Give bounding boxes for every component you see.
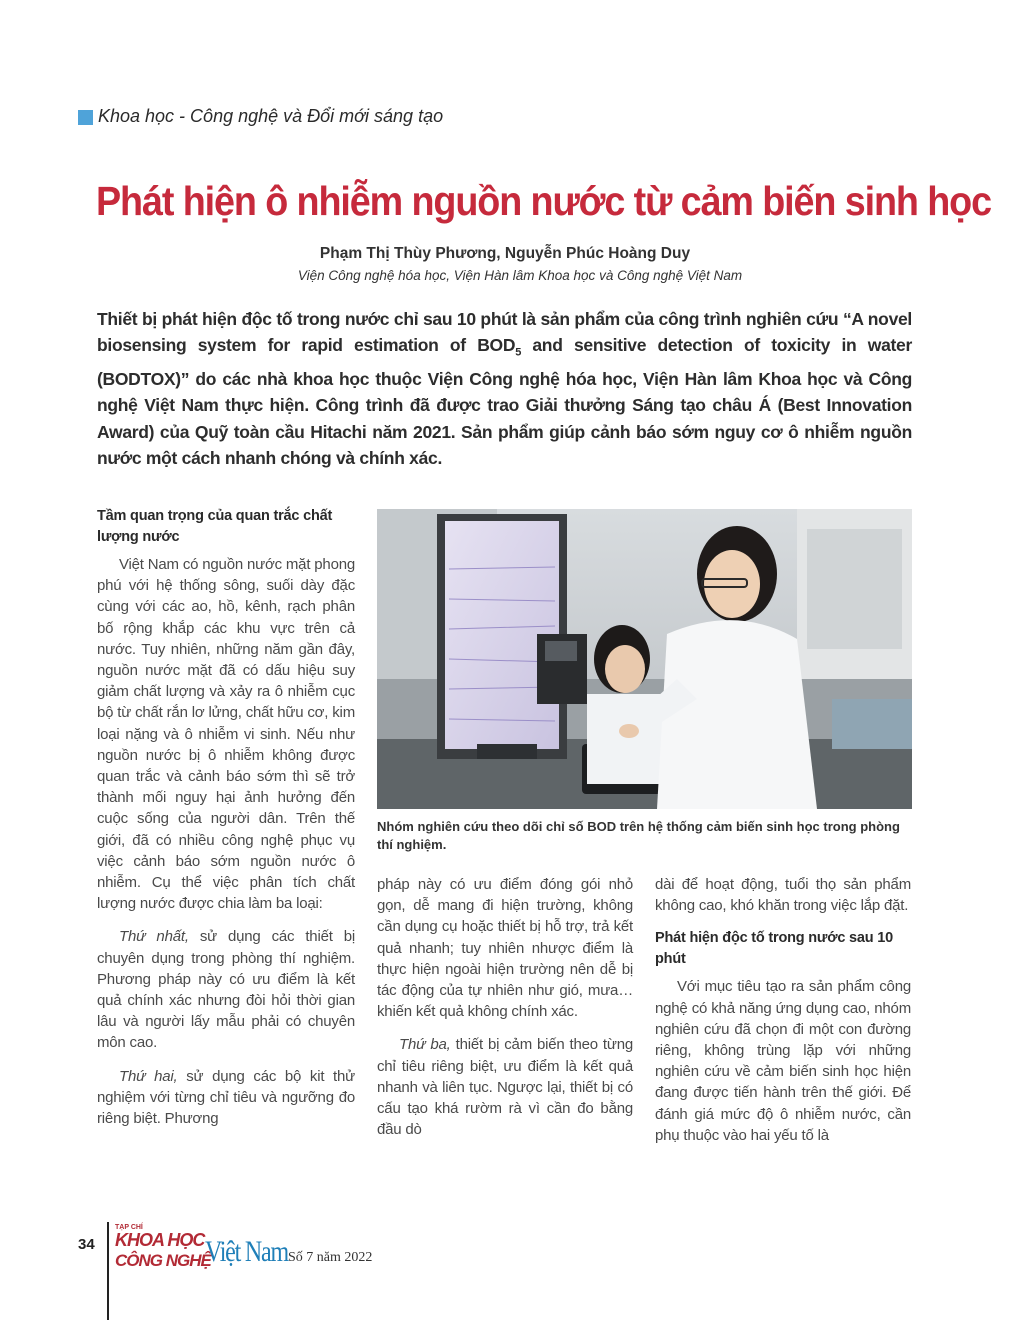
section-marker [78, 110, 93, 125]
paragraph: Việt Nam có nguồn nước mặt phong phú với hệ thống sông, suối dày đặc cùng với các ao, hồ, kênh, rạch phân bố rộng khắp các khu vực trên cả nước. Tuy nhiên, những năm gần đây, nguồn nước mặt đã có dấu hiệu suy giảm chất lượng và xảy ra ô nhiễm cục bộ từ chất rắn lơ lửng, chất hữu cơ, kim loại nặng và ô nhiễm vi sinh. Nếu như nguồn nước bị ô nhiễm không được quan trắc và cảnh báo sớm thì sẽ trở thành mối nguy hại ảnh hưởng đến cuộc sống của người dân. Trên thế giới, đã có nhiều công nghệ phục vụ việc cảnh báo sớm nguồn nước ô nhiễm. Cụ thể việc phân tích chất lượng nước được chia làm ba loại: [97, 556, 355, 913]
paragraph: Với mục tiêu tạo ra sản phẩm công nghệ có khả năng ứng dụng cao, nhóm nghiên cứu đã chọn đi một con đường riêng, không trùng lặp với những nghiên cứu về cảm biến sinh học hiện đang được tiến hành trên thế giới. Để đánh giá mức độ ô nhiễm nước, cần phụ thuộc vào hai yếu tố là [655, 978, 911, 1144]
logo-line-1: KHOA HỌC [115, 1230, 205, 1250]
column-3 [655, 874, 911, 1158]
column-1 [97, 506, 355, 1141]
logo-line-2: CÔNG NGHỆ [115, 1251, 211, 1270]
affiliation: Viện Công nghệ hóa học, Viện Hàn lâm Khoa học và Công nghệ Việt Nam [297, 268, 743, 283]
paragraph: dài để hoạt động, tuổi thọ sản phẩm không cao, khó khăn trong việc lắp đặt. [655, 876, 911, 915]
paragraph: Thứ hai, sử dụng các bộ kit thử nghiệm với từng chỉ tiêu và ngưỡng đo riêng biệt. Phương [97, 1067, 355, 1128]
logo-tiny: TẠP CHÍ [115, 1224, 143, 1231]
logo-vietnam: Việt Nam [205, 1235, 288, 1268]
column-2 [377, 874, 633, 1152]
lead-paragraph: Thiết bị phát hiện độc tố trong nước chỉ sau 10 phút là sản phẩm của công trình nghiên cứu “A novel biosensing system for rapid estimation of $BOD_5$ and sensitive detection of toxicity in water (BODTOX)” do các nhà khoa học thuộc Viện Công nghệ hóa học, Viện Hàn lâm Khoa học và Công nghệ Việt Nam thực hiện. Công trình đã được trao Giải thưởng Sáng tạo châu Á (Best Innovation Award) của Quỹ toàn cầu Hitachi năm 2021. Sản phẩm giúp cảnh báo sớm nguy cơ ô nhiễm nguồn nước một cách nhanh chóng và chính xác. [97, 309, 912, 468]
lab-photo [377, 509, 912, 809]
footer-rule [107, 1222, 109, 1320]
issue-number: Số 7 năm 2022 [288, 1250, 373, 1265]
section-heading-importance: Tầm quan trọng của quan trắc chất lượng nước [97, 508, 333, 545]
lab-photo-illustration [377, 509, 912, 809]
paragraph: Thứ ba, thiết bị cảm biến theo từng chỉ tiêu riêng biệt, ưu điểm là kết quả nhanh và liên tục. Ngược lại, thiết bị có cấu tạo khá rườm rà vì cần đo bằng đầu dò [377, 1036, 633, 1139]
article-title: Phát hiện ô nhiễm nguồn nước từ cảm biến sinh học [96, 178, 991, 224]
section-heading-detection: Phát hiện độc tố trong nước sau 10 phút [655, 930, 893, 968]
paragraph: pháp này có ưu điểm đóng gói nhỏ gọn, dễ mang đi hiện trường, không cần dụng cụ hoặc thiết bị hỗ trợ, trả kết quả nhanh; tuy nhiên nhược điểm là thực hiện ngoài hiện trường nên dễ bị tác động của tự nhiên như gió, mưa… khiến kết quả không chính xác. [377, 876, 633, 1021]
section-label: Khoa học - Công nghệ và Đổi mới sáng tạo [98, 106, 444, 126]
authors: Phạm Thị Thùy Phương, Nguyễn Phúc Hoàng Duy [319, 245, 691, 262]
paragraph: Thứ nhất, sử dụng các thiết bị chuyên dụng trong phòng thí nghiệm. Phương pháp này có ưu điểm là kết quả chính xác nhưng đòi hỏi thời gian lâu và người lấy mẫu phải có chuyên môn cao. [97, 928, 355, 1052]
page-number: 34 [78, 1236, 95, 1253]
photo-caption: Nhóm nghiên cứu theo dõi chỉ số BOD trên hệ thống cảm biến sinh học trong phòng thí nghiệm. [377, 819, 900, 852]
